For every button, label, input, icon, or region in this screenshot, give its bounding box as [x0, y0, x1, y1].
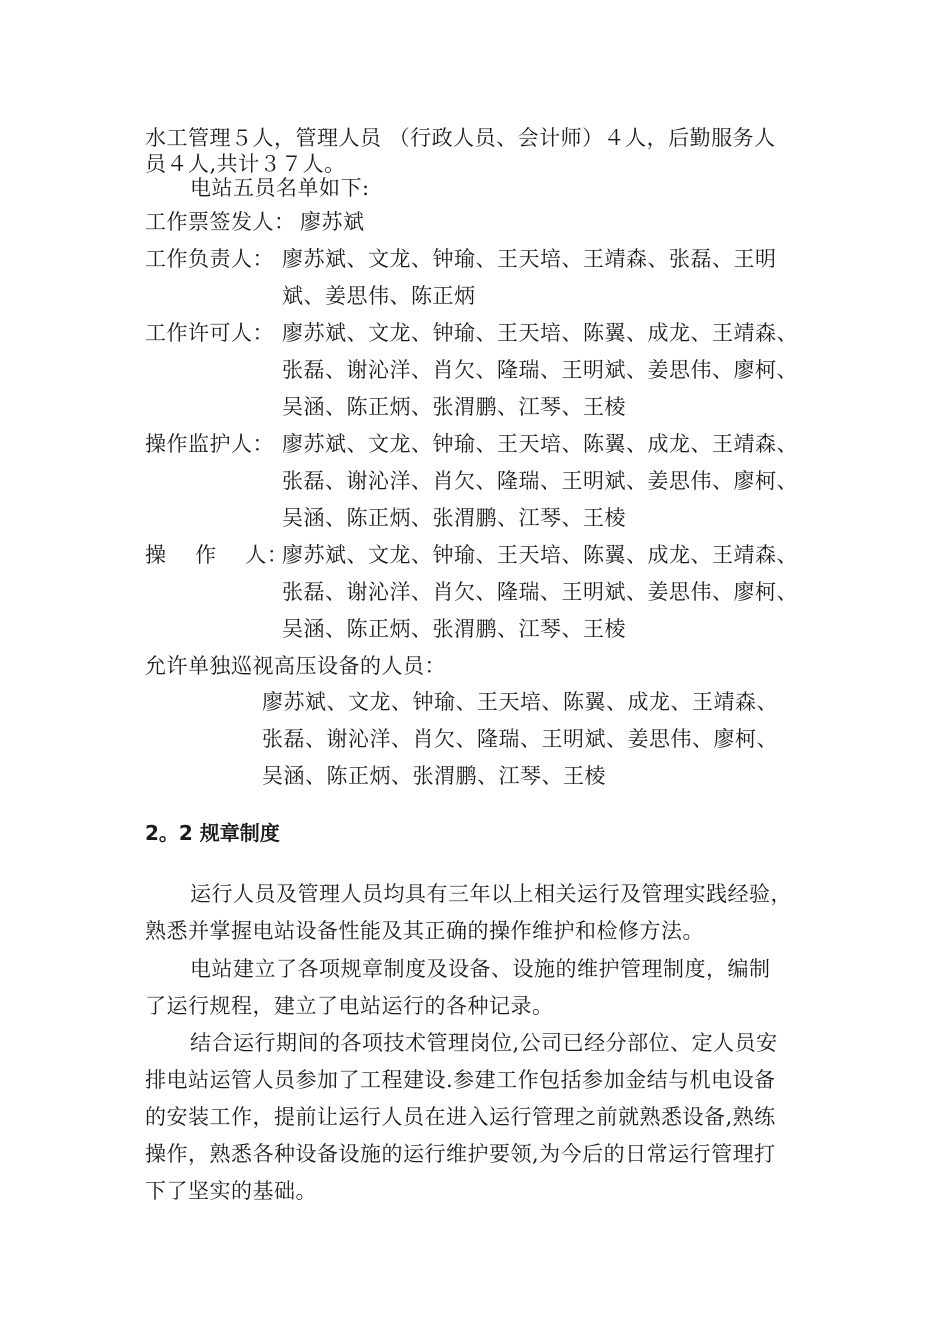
issuer-names-line: 廖苏斌 — [300, 210, 365, 234]
permitter-label: 工作许可人： — [145, 321, 274, 345]
leader-label: 工作负责人： — [145, 247, 274, 271]
supervisor-label: 操作监护人： — [145, 432, 274, 456]
operator-names-line: 廖苏斌、文龙、钟瑜、王天培、陈翼、成龙、王靖森、 — [282, 543, 798, 567]
supervisor-names-line: 张磊、谢沁洋、肖欠、隆瑞、王明斌、姜思伟、廖柯、 — [282, 469, 798, 493]
permitter-names-line: 廖苏斌、文龙、钟瑜、王天培、陈翼、成龙、王靖森、 — [282, 321, 798, 345]
paragraph-line: 操作，熟悉各种设备设施的运行维护要领,为今后的日常运行管理打 — [145, 1142, 776, 1166]
section-heading: 2。2 规章制度 — [145, 821, 280, 845]
supervisor-names-line: 廖苏斌、文龙、钟瑜、王天培、陈翼、成龙、王靖森、 — [282, 432, 798, 456]
patrol-names-line: 廖苏斌、文龙、钟瑜、王天培、陈翼、成龙、王靖森、 — [262, 690, 778, 714]
leader-names-line: 斌、姜思伟、陈正炳 — [282, 284, 476, 308]
issuer-label: 工作票签发人： — [145, 210, 296, 234]
operator-names-line: 吴涵、陈正炳、张渭鹏、江琴、王棱 — [282, 617, 626, 641]
patrol-names-line: 张磊、谢沁洋、肖欠、隆瑞、王明斌、姜思伟、廖柯、 — [262, 727, 778, 751]
paragraph-line: 电站建立了各项规章制度及设备、设施的维护管理制度，编制 — [190, 957, 771, 981]
paragraph-line: 排电站运管人员参加了工程建设.参建工作包括参加金结与机电设备 — [145, 1068, 776, 1092]
leader-names-line: 廖苏斌、文龙、钟瑜、王天培、王靖森、张磊、王明 — [282, 247, 777, 271]
patrol-label: 允许单独巡视高压设备的人员： — [145, 654, 446, 678]
paragraph-line: 的安装工作，提前让运行人员在进入运行管理之前就熟悉设备,熟练 — [145, 1105, 776, 1129]
supervisor-names-line: 吴涵、陈正炳、张渭鹏、江琴、王棱 — [282, 506, 626, 530]
roster-intro: 电站五员名单如下: — [190, 176, 370, 200]
staff-summary-line-2: 员４人,共计３７人。 — [145, 152, 346, 176]
patrol-names-line: 吴涵、陈正炳、张渭鹏、江琴、王棱 — [262, 764, 606, 788]
paragraph-line: 了运行规程，建立了电站运行的各种记录。 — [145, 994, 554, 1018]
permitter-names-line: 张磊、谢沁洋、肖欠、隆瑞、王明斌、姜思伟、廖柯、 — [282, 358, 798, 382]
paragraph-line: 下了坚实的基础。 — [145, 1179, 317, 1203]
permitter-names-line: 吴涵、陈正炳、张渭鹏、江琴、王棱 — [282, 395, 626, 419]
paragraph-line: 结合运行期间的各项技术管理岗位,公司已经分部位、定人员安 — [190, 1031, 778, 1055]
paragraph-line: 熟悉并掌握电站设备性能及其正确的操作维护和检修方法。 — [145, 919, 704, 943]
paragraph-line: 运行人员及管理人员均具有三年以上相关运行及管理实践经验， — [190, 882, 792, 906]
operator-label: 操 作 人： — [145, 543, 289, 567]
staff-summary-line-1: 水工管理５人，管理人员 （行政人员、会计师）４人，后勤服务人 — [145, 126, 776, 150]
operator-names-line: 张磊、谢沁洋、肖欠、隆瑞、王明斌、姜思伟、廖柯、 — [282, 580, 798, 604]
